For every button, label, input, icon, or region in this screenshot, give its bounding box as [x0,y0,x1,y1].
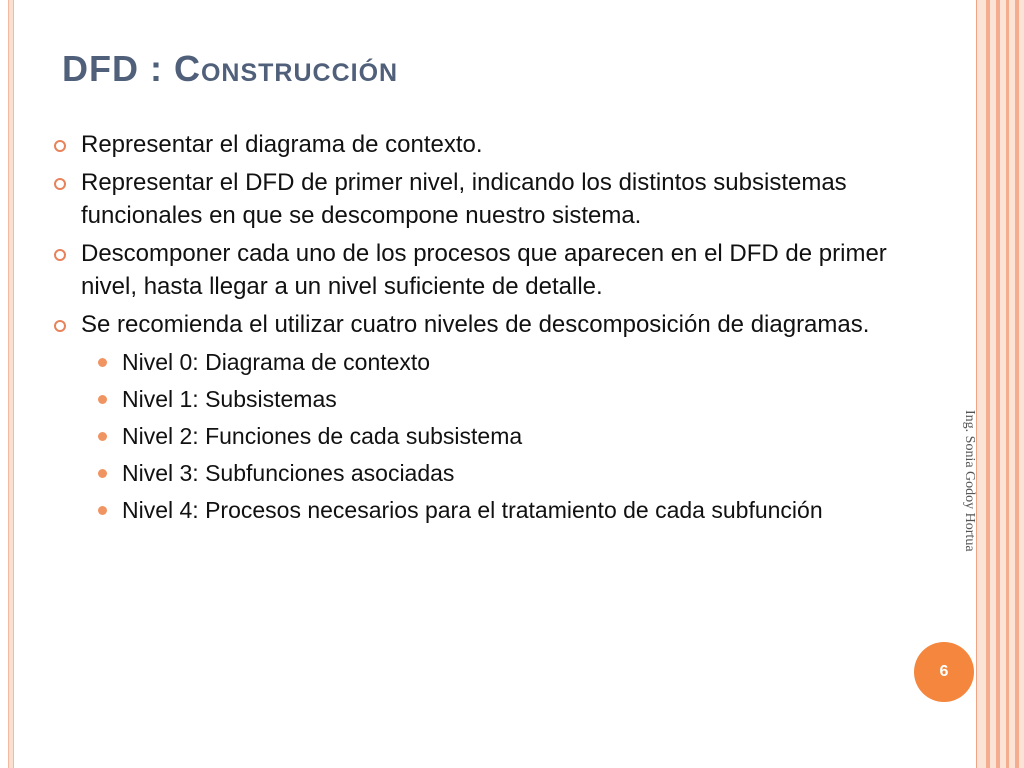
sub-bullet-text: Nivel 3: Subfunciones asociadas [122,460,455,486]
sub-bullet-text: Nivel 0: Diagrama de contexto [122,349,431,375]
bullet-dot-icon [98,358,107,367]
sub-bullet-item [50,346,920,379]
slide-edge-line [976,0,977,768]
sub-bullet-text: Nivel 1: Subsistemas [122,386,337,412]
bullet-text: Representar el DFD de primer nivel, indicando los distintos subsistemas funcionales en que se descompone nuestro sistema. [81,169,847,229]
bullet-dot-icon [98,506,107,515]
slide-content [50,128,920,531]
sub-bullet-text: Nivel 2: Funciones de cada subsistema [122,423,523,449]
bullet-ring-icon [54,178,66,190]
bullet-item [50,128,920,161]
bullet-ring-icon [54,320,66,332]
stripe [986,0,990,768]
slide-title: DFD : Construcción [62,48,399,89]
sub-bullet-item [50,457,920,490]
bullet-item [50,166,920,232]
bullet-dot-icon [98,469,107,478]
bullet-text: Descomponer cada uno de los procesos que aparecen en el DFD de primer nivel, hasta llegar a un nivel suficiente de detalle. [81,240,887,300]
sub-bullet-item [50,383,920,416]
page-number: 6 [939,663,949,680]
stripe [996,0,1000,768]
left-decorative-border [8,0,14,768]
bullet-text: Representar el diagrama de contexto. [81,131,483,158]
author-credit: Ing. Sonia Godoy Hortua [962,410,977,552]
bullet-ring-icon [54,140,66,152]
sub-bullet-text: Nivel 4: Procesos necesarios para el tratamiento de cada subfunción [122,497,823,523]
bullet-dot-icon [98,395,107,404]
page-number-badge [914,642,974,702]
bullet-item [50,308,920,341]
bullet-ring-icon [54,249,66,261]
right-decorative-stripes [976,0,1024,768]
sub-bullet-item [50,420,920,453]
bullet-dot-icon [98,432,107,441]
bullet-text: Se recomienda el utilizar cuatro niveles de descomposición de diagramas. [81,311,870,338]
bullet-item [50,237,920,303]
stripe [1006,0,1009,768]
sub-bullet-item [50,494,920,527]
stripe [1015,0,1019,768]
